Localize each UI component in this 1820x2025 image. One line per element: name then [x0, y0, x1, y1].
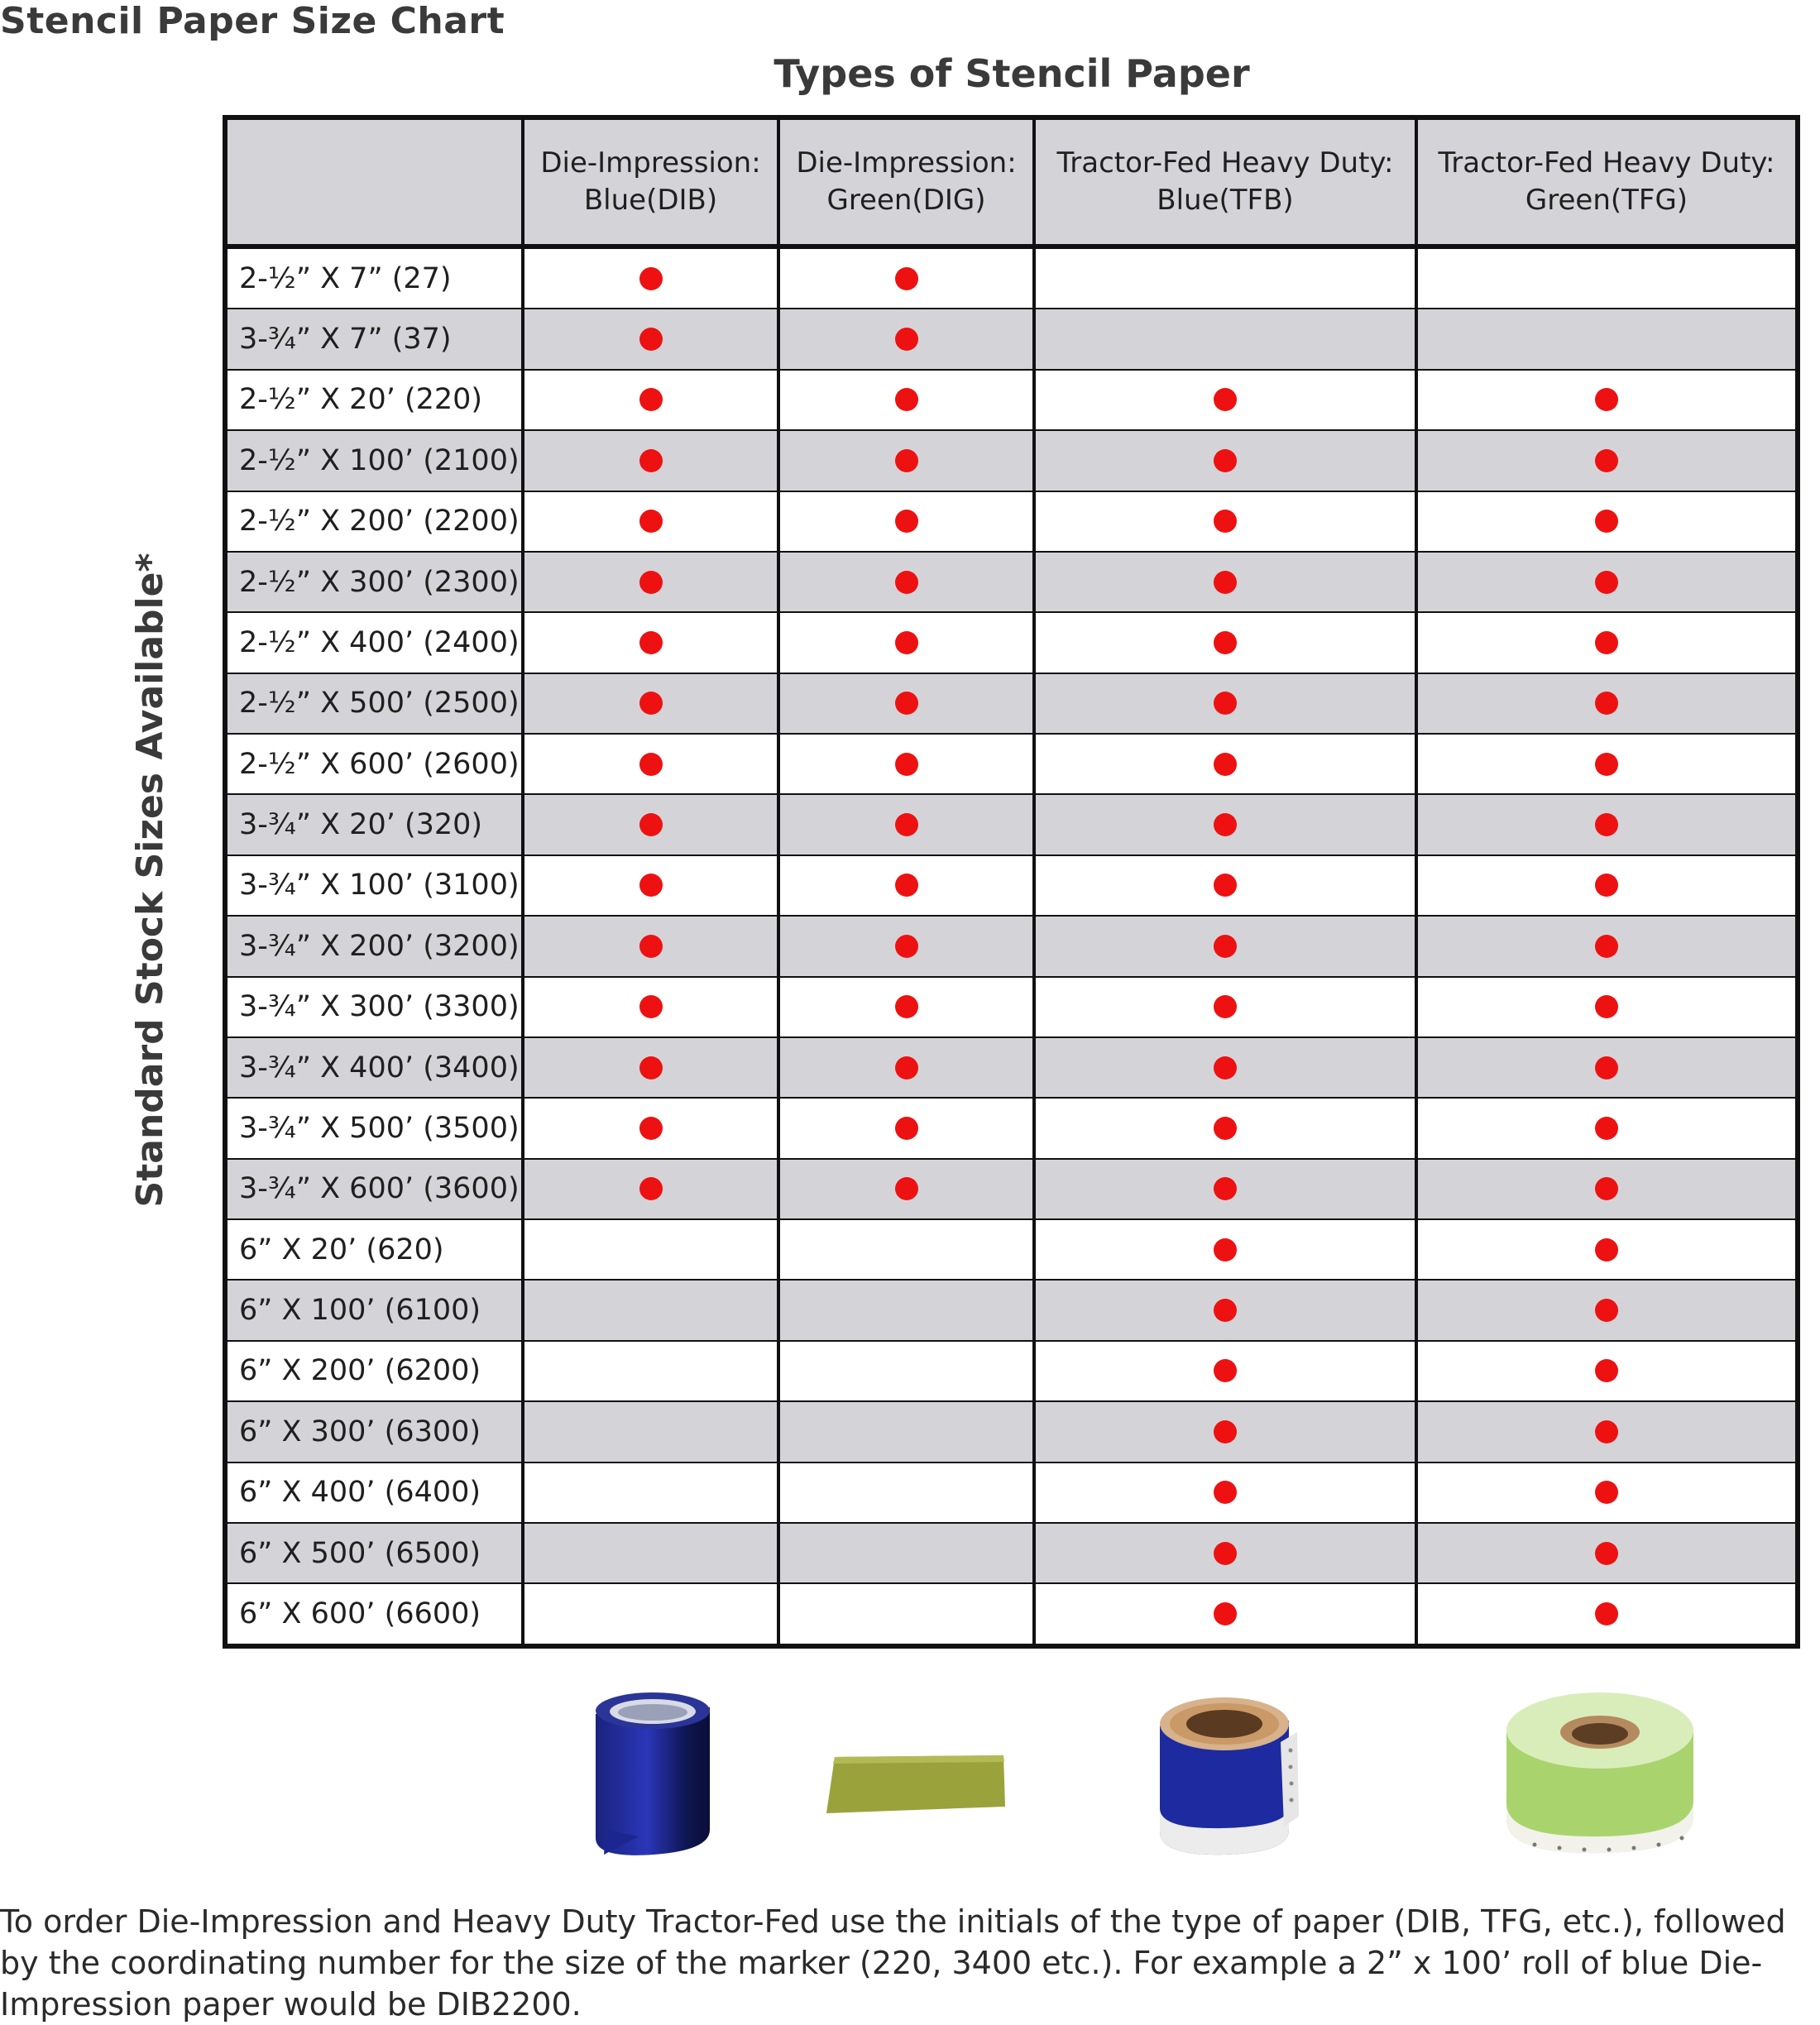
availability-cell	[1034, 855, 1416, 916]
availability-cell	[1416, 1159, 1798, 1219]
available-dot-icon	[1214, 874, 1237, 897]
table-row	[225, 1219, 1798, 1280]
availability-cell	[1416, 734, 1798, 794]
stencil-size-table	[223, 115, 1800, 1649]
availability-cell	[778, 1280, 1034, 1340]
availability-cell	[523, 1341, 778, 1401]
table-row	[225, 1098, 1798, 1158]
available-dot-icon	[1595, 1542, 1618, 1565]
availability-cell	[1416, 1098, 1798, 1158]
available-dot-icon	[895, 753, 918, 776]
available-dot-icon	[639, 692, 663, 715]
green-die-impression-sheet-image	[823, 1752, 1007, 1817]
availability-cell	[523, 309, 778, 369]
availability-cell	[1034, 247, 1416, 309]
availability-cell	[523, 977, 778, 1037]
table-row	[225, 916, 1798, 976]
availability-cell	[778, 1098, 1034, 1158]
available-dot-icon	[1214, 1542, 1237, 1565]
size-label-cell: 6” X 500’ (6500)	[225, 1523, 523, 1583]
table-row	[225, 734, 1798, 794]
available-dot-icon	[639, 388, 663, 411]
available-dot-icon	[639, 1177, 663, 1200]
header-corner-cell	[225, 117, 523, 247]
table-row	[225, 552, 1798, 612]
size-label-cell: 3-¾” X 100’ (3100)	[225, 855, 523, 916]
size-label-cell: 3-¾” X 400’ (3400)	[225, 1037, 523, 1098]
availability-cell	[1416, 916, 1798, 976]
available-dot-icon	[639, 1056, 663, 1080]
size-label-cell: 2-½” X 7” (27)	[225, 247, 523, 309]
available-dot-icon	[639, 510, 663, 533]
table-row	[225, 977, 1798, 1037]
available-dot-icon	[1595, 1359, 1618, 1382]
availability-cell	[1034, 673, 1416, 734]
available-dot-icon	[639, 449, 663, 472]
size-label-cell: 2-½” X 600’ (2600)	[225, 734, 523, 794]
available-dot-icon	[1595, 995, 1618, 1018]
table-row	[225, 1037, 1798, 1098]
available-dot-icon	[639, 995, 663, 1018]
availability-cell	[778, 247, 1034, 309]
available-dot-icon	[895, 1056, 918, 1080]
availability-cell	[1416, 1219, 1798, 1280]
header-dib: Die-Impression: Blue(DIB)	[523, 117, 778, 247]
availability-cell	[523, 612, 778, 673]
availability-cell	[1416, 491, 1798, 552]
available-dot-icon	[895, 510, 918, 533]
availability-cell	[778, 1341, 1034, 1401]
available-dot-icon	[895, 935, 918, 958]
availability-cell	[1416, 794, 1798, 855]
available-dot-icon	[639, 813, 663, 836]
availability-cell	[1034, 309, 1416, 369]
header-tfg: Tractor-Fed Heavy Duty: Green(TFG)	[1416, 117, 1798, 247]
availability-cell	[778, 612, 1034, 673]
availability-cell	[523, 1098, 778, 1158]
size-label-cell: 2-½” X 200’ (2200)	[225, 491, 523, 552]
availability-cell	[1416, 1583, 1798, 1646]
availability-cell	[778, 1583, 1034, 1646]
available-dot-icon	[1595, 1481, 1618, 1504]
header-tfb: Tractor-Fed Heavy Duty: Blue(TFB)	[1034, 117, 1416, 247]
available-dot-icon	[1214, 1238, 1237, 1261]
availability-cell	[1416, 612, 1798, 673]
header-dig: Die-Impression: Green(DIG)	[778, 117, 1034, 247]
table-row	[225, 1401, 1798, 1462]
size-label-cell: 3-¾” X 600’ (3600)	[225, 1159, 523, 1219]
ordering-footnote: To order Die-Impression and Heavy Duty Tractor-Fed use the initials of the type of paper (DIB, TFG, etc.), followed by the coordinating number for the size of the marker (220, 3400 etc.). For example a 2” x 100’ roll of blue Die-Impression paper would be DIB2200.	[0, 1903, 1786, 2023]
available-dot-icon	[895, 449, 918, 472]
availability-cell	[778, 1159, 1034, 1219]
size-label-cell: 6” X 300’ (6300)	[225, 1401, 523, 1462]
table-row	[225, 1523, 1798, 1583]
availability-cell	[1416, 1401, 1798, 1462]
available-dot-icon	[895, 995, 918, 1018]
available-dot-icon	[1595, 692, 1618, 715]
availability-cell	[1416, 673, 1798, 734]
available-dot-icon	[639, 1117, 663, 1140]
availability-cell	[523, 370, 778, 430]
size-label-cell: 6” X 20’ (620)	[225, 1219, 523, 1280]
table-row	[225, 1583, 1798, 1646]
available-dot-icon	[895, 874, 918, 897]
size-label-cell: 3-¾” X 500’ (3500)	[225, 1098, 523, 1158]
availability-cell	[1034, 1523, 1416, 1583]
size-label-cell: 3-¾” X 7” (37)	[225, 309, 523, 369]
available-dot-icon	[1595, 1602, 1618, 1625]
table-row	[225, 673, 1798, 734]
availability-cell	[1416, 1462, 1798, 1523]
available-dot-icon	[1214, 510, 1237, 533]
availability-cell	[778, 855, 1034, 916]
availability-cell	[1034, 734, 1416, 794]
table-row	[225, 1159, 1798, 1219]
available-dot-icon	[1595, 1238, 1618, 1261]
size-label-cell: 6” X 400’ (6400)	[225, 1462, 523, 1523]
table-row	[225, 1280, 1798, 1340]
availability-cell	[778, 916, 1034, 976]
available-dot-icon	[1595, 874, 1618, 897]
available-dot-icon	[639, 631, 663, 654]
availability-cell	[1034, 1098, 1416, 1158]
available-dot-icon	[1214, 753, 1237, 776]
availability-cell	[1416, 552, 1798, 612]
availability-cell	[523, 491, 778, 552]
available-dot-icon	[1214, 995, 1237, 1018]
availability-cell	[1416, 370, 1798, 430]
availability-cell	[523, 1159, 778, 1219]
size-label-cell: 2-½” X 500’ (2500)	[225, 673, 523, 734]
availability-cell	[1034, 1219, 1416, 1280]
availability-cell	[1416, 309, 1798, 369]
available-dot-icon	[1214, 1602, 1237, 1625]
availability-cell	[1416, 1341, 1798, 1401]
available-dot-icon	[1214, 449, 1237, 472]
available-dot-icon	[1595, 510, 1618, 533]
available-dot-icon	[1595, 813, 1618, 836]
available-dot-icon	[1214, 1056, 1237, 1080]
table-row	[225, 309, 1798, 369]
table-row	[225, 1462, 1798, 1523]
available-dot-icon	[1214, 631, 1237, 654]
size-label-cell: 2-½” X 100’ (2100)	[225, 430, 523, 491]
availability-cell	[523, 1523, 778, 1583]
available-dot-icon	[1214, 1117, 1237, 1140]
available-dot-icon	[639, 935, 663, 958]
availability-cell	[1034, 430, 1416, 491]
available-dot-icon	[1214, 1481, 1237, 1504]
availability-cell	[1416, 430, 1798, 491]
availability-cell	[1034, 1280, 1416, 1340]
availability-cell	[1416, 247, 1798, 309]
size-label-cell: 2-½” X 300’ (2300)	[225, 552, 523, 612]
available-dot-icon	[895, 571, 918, 594]
availability-cell	[778, 430, 1034, 491]
page-title: Stencil Paper Size Chart	[0, 0, 505, 42]
availability-cell	[523, 1280, 778, 1340]
size-label-cell: 6” X 200’ (6200)	[225, 1341, 523, 1401]
availability-cell	[778, 1462, 1034, 1523]
availability-cell	[778, 1037, 1034, 1098]
available-dot-icon	[639, 328, 663, 351]
table-row	[225, 247, 1798, 309]
availability-cell	[1034, 612, 1416, 673]
size-label-cell: 6” X 600’ (6600)	[225, 1583, 523, 1646]
available-dot-icon	[895, 328, 918, 351]
available-dot-icon	[1595, 631, 1618, 654]
availability-cell	[1416, 855, 1798, 916]
availability-cell	[778, 309, 1034, 369]
available-dot-icon	[1214, 571, 1237, 594]
availability-cell	[1034, 491, 1416, 552]
size-label-cell: 3-¾” X 200’ (3200)	[225, 916, 523, 976]
availability-cell	[1034, 916, 1416, 976]
availability-cell	[523, 247, 778, 309]
table-row	[225, 370, 1798, 430]
availability-cell	[523, 794, 778, 855]
availability-cell	[523, 1037, 778, 1098]
table-row	[225, 491, 1798, 552]
available-dot-icon	[895, 692, 918, 715]
blue-die-impression-roll-image	[589, 1689, 716, 1863]
available-dot-icon	[1214, 692, 1237, 715]
available-dot-icon	[1595, 1056, 1618, 1080]
blue-tractor-fed-roll-image	[1157, 1692, 1301, 1860]
availability-cell	[523, 1401, 778, 1462]
availability-cell	[523, 916, 778, 976]
availability-cell	[778, 1401, 1034, 1462]
availability-cell	[1034, 552, 1416, 612]
availability-cell	[523, 1462, 778, 1523]
table-header-row	[225, 117, 1798, 247]
available-dot-icon	[639, 571, 663, 594]
table-row	[225, 612, 1798, 673]
availability-cell	[778, 734, 1034, 794]
green-tractor-fed-roll-image	[1502, 1688, 1708, 1861]
availability-cell	[523, 552, 778, 612]
availability-cell	[523, 430, 778, 491]
available-dot-icon	[895, 631, 918, 654]
availability-cell	[1034, 1401, 1416, 1462]
size-label-cell: 3-¾” X 300’ (3300)	[225, 977, 523, 1037]
size-label-cell: 3-¾” X 20’ (320)	[225, 794, 523, 855]
availability-cell	[523, 855, 778, 916]
availability-cell	[523, 1583, 778, 1646]
availability-cell	[1034, 1159, 1416, 1219]
availability-cell	[778, 370, 1034, 430]
availability-cell	[523, 734, 778, 794]
availability-cell	[1034, 1462, 1416, 1523]
available-dot-icon	[1595, 753, 1618, 776]
available-dot-icon	[1595, 388, 1618, 411]
available-dot-icon	[1595, 571, 1618, 594]
table-row	[225, 1341, 1798, 1401]
availability-cell	[778, 491, 1034, 552]
availability-cell	[778, 1219, 1034, 1280]
availability-cell	[1034, 1037, 1416, 1098]
side-axis-label: Standard Stock Sizes Available*	[129, 553, 171, 1208]
available-dot-icon	[1214, 1177, 1237, 1200]
available-dot-icon	[895, 813, 918, 836]
available-dot-icon	[1595, 1177, 1618, 1200]
table-subtitle: Types of Stencil Paper	[774, 51, 1250, 96]
availability-cell	[778, 552, 1034, 612]
available-dot-icon	[1595, 935, 1618, 958]
availability-cell	[778, 977, 1034, 1037]
available-dot-icon	[1214, 388, 1237, 411]
availability-cell	[523, 673, 778, 734]
availability-cell	[1034, 977, 1416, 1037]
available-dot-icon	[1214, 1359, 1237, 1382]
availability-cell	[778, 794, 1034, 855]
availability-cell	[778, 673, 1034, 734]
table-row	[225, 855, 1798, 916]
available-dot-icon	[639, 753, 663, 776]
availability-cell	[1416, 977, 1798, 1037]
availability-cell	[523, 1219, 778, 1280]
available-dot-icon	[895, 267, 918, 290]
available-dot-icon	[1214, 1299, 1237, 1322]
availability-cell	[1416, 1037, 1798, 1098]
availability-cell	[1034, 1583, 1416, 1646]
size-label-cell: 6” X 100’ (6100)	[225, 1280, 523, 1340]
table-body	[225, 247, 1798, 1646]
availability-cell	[1034, 794, 1416, 855]
available-dot-icon	[639, 874, 663, 897]
availability-cell	[1416, 1280, 1798, 1340]
available-dot-icon	[895, 388, 918, 411]
available-dot-icon	[1595, 1420, 1618, 1443]
available-dot-icon	[1595, 1299, 1618, 1322]
available-dot-icon	[1214, 813, 1237, 836]
availability-cell	[1034, 1341, 1416, 1401]
size-label-cell: 2-½” X 400’ (2400)	[225, 612, 523, 673]
table-row	[225, 430, 1798, 491]
available-dot-icon	[639, 267, 663, 290]
size-label-cell: 2-½” X 20’ (220)	[225, 370, 523, 430]
available-dot-icon	[1214, 1420, 1237, 1443]
available-dot-icon	[895, 1117, 918, 1140]
availability-cell	[1416, 1523, 1798, 1583]
table-row	[225, 794, 1798, 855]
available-dot-icon	[1595, 1117, 1618, 1140]
availability-cell	[1034, 370, 1416, 430]
available-dot-icon	[1214, 935, 1237, 958]
availability-cell	[778, 1523, 1034, 1583]
available-dot-icon	[1595, 449, 1618, 472]
available-dot-icon	[895, 1177, 918, 1200]
